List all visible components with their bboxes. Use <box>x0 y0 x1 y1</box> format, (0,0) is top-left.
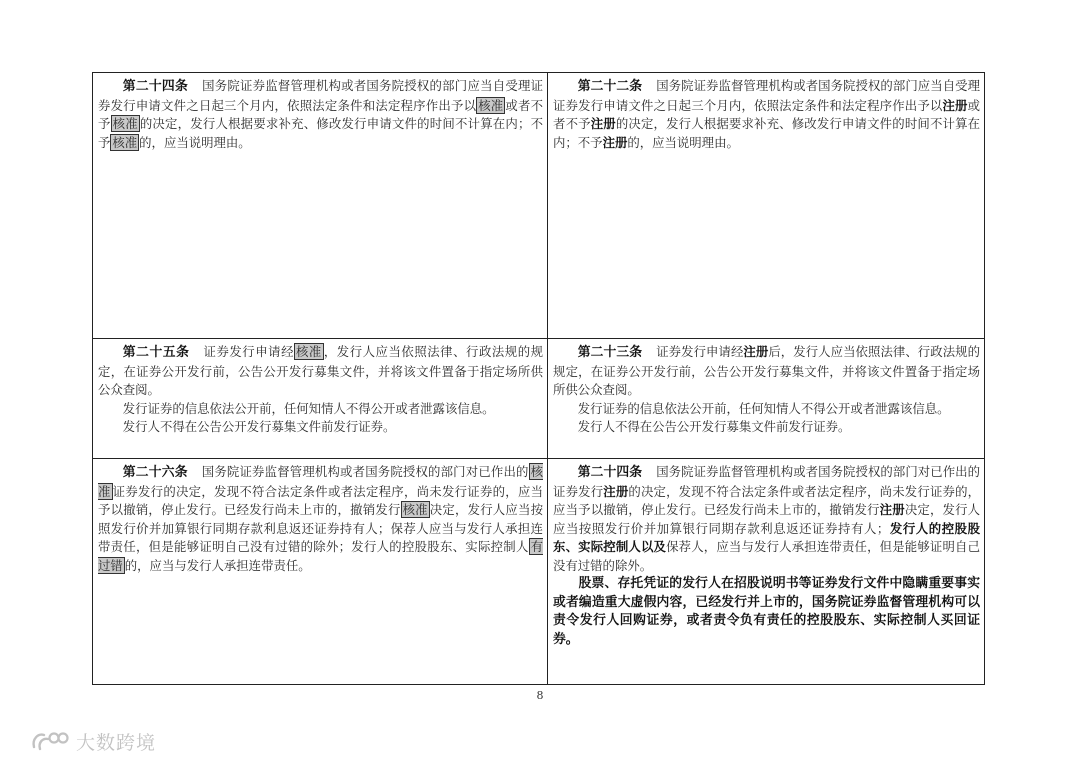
text-segment: 证券发行申请经 <box>203 344 294 359</box>
article-paragraph <box>98 418 543 437</box>
logo-mark-icon <box>30 729 70 753</box>
article-paragraph <box>553 418 980 437</box>
watermark-text: 大数跨境 <box>76 731 157 754</box>
old-law-cell <box>93 73 548 339</box>
amended-term: 注册 <box>590 116 616 131</box>
text-segment: 证券发行申请经 <box>656 344 744 359</box>
amended-term: 注册 <box>879 502 905 517</box>
amended-term: 发行人的控股股东、实际控制人以及 <box>553 520 981 554</box>
new-law-cell <box>548 339 985 459</box>
article-number: 第二十四条 <box>122 79 189 94</box>
old-law-cell <box>93 339 548 459</box>
text-segment: 的决定，发现不符合法定条件或者法定程序，尚未发行证券的，应当予以撤销，停止发行。已经发行尚未上市的，撤销发行 <box>553 483 981 517</box>
table-row <box>93 459 985 685</box>
text-segment: 国务院证券监督管理机构或者国务院授权的部门应当自受理证券发行申请文件之日起三个月内，依照法定条件和法定程序作出予以 <box>553 78 981 113</box>
new-law-cell <box>548 459 985 685</box>
article-number: 第二十六条 <box>122 465 188 480</box>
text-segment: 发行证券的信息依法公开前，任何知情人不得公开或者泄露该信息。 <box>577 400 950 416</box>
new-law-cell <box>548 73 985 339</box>
law-comparison-table <box>92 72 985 685</box>
article-number: 第二十五条 <box>122 345 190 360</box>
amended-term: 注册 <box>743 344 769 359</box>
amended-term: 注册 <box>603 483 629 499</box>
article-paragraph <box>553 400 980 419</box>
text-segment: 或者不予 <box>553 97 981 131</box>
page-number: 8 <box>536 689 544 702</box>
highlighted-term: 核准 <box>112 134 138 150</box>
text-segment: 发行证券的信息依法公开前，任何知情人不得公开或者泄露该信息。 <box>122 400 495 416</box>
article-number: 第二十三条 <box>577 345 643 360</box>
text-segment: 的，应当说明理由。 <box>139 134 251 150</box>
article-number: 第二十二条 <box>577 79 643 94</box>
text-segment: 发行人不得在公告公开发行募集文件前发行证券。 <box>577 419 851 434</box>
text-segment: 保荐人，应当与发行人承担连带责任，但是能够证明自己没有过错的除外。 <box>553 539 981 573</box>
highlighted-term: 核准 <box>478 97 504 113</box>
text-segment: 的，应当说明理由。 <box>627 134 739 150</box>
article-paragraph <box>98 463 543 575</box>
article-paragraph <box>553 343 980 400</box>
text-segment: 国务院证券监督管理机构或者国务院授权的部门对已作出的 <box>201 464 529 479</box>
text-segment: ，发行人应当依照法律、行政法规的规定，在证券公开发行前，公告公开发行募集文件，并将该文件置备于指定场所供公众查阅。 <box>98 344 544 397</box>
text-segment: 决定，发行人应当按照发行价并加算银行同期存款利息返还证券持有人；保荐人应当与发行人承担连带责任，但是能够证明自己没有过错的除外；发行人的控股股东、实际控制人 <box>98 502 544 554</box>
text-segment: 证券发行的决定，发现不符合法定条件或者法定程序，尚未发行证券的，应当予以撤销，停止发行。已经发行尚未上市的，撤销发行 <box>98 483 544 517</box>
text-segment: 的，应当与发行人承担连带责任。 <box>124 557 311 573</box>
highlighted-term: 核准 <box>112 116 138 131</box>
article-number: 第二十四条 <box>577 465 643 480</box>
text-segment: 发行人不得在公告公开发行募集文件前发行证券。 <box>122 419 396 434</box>
amended-term: 注册 <box>942 97 968 113</box>
article-paragraph <box>98 77 543 152</box>
highlighted-term: 核准 <box>402 502 428 517</box>
article-paragraph <box>553 77 980 152</box>
highlighted-term: 核准 <box>98 464 544 499</box>
text-segment: 决定，发行人应当按照发行价并加算银行同期存款利息返还证券持有人； <box>553 502 981 536</box>
text-segment: 的决定，发行人根据要求补充、修改发行申请文件的时间不计算在内；不予 <box>553 116 981 150</box>
highlighted-term: 有过错 <box>98 539 543 573</box>
text-segment: 国务院证券监督管理机构或者国务院授权的部门应当自受理证券发行申请文件之日起三个月内，依照法定条件和法定程序作出予以 <box>98 78 544 113</box>
old-law-cell <box>93 459 548 685</box>
article-paragraph <box>553 463 980 575</box>
text-segment: 后，发行人应当依照法律、行政法规的规定，在证券公开发行前，公告公开发行募集文件，并将该文件置备于指定场所供公众查阅。 <box>553 344 981 397</box>
text-segment: 或者不予 <box>98 97 544 131</box>
highlighted-term: 核准 <box>296 344 322 359</box>
table-row <box>93 73 985 339</box>
table-row <box>93 339 985 459</box>
amended-term: 注册 <box>602 134 628 150</box>
new-provision-paragraph: 股票、存托凭证的发行人在招股说明书等证券发行文件中隐瞒重要事实或者编造重大虚假内容，已经发行并上市的，国务院证券监督管理机构可以责令发行人回购证券，或者责令负有责任的控股股东、实际控制人买回证券。 <box>553 576 980 647</box>
text-segment: 国务院证券监督管理机构或者国务院授权的部门对已作出的证券发行 <box>553 464 981 499</box>
watermark <box>30 727 156 755</box>
article-paragraph <box>98 400 543 419</box>
article-paragraph <box>98 343 543 400</box>
text-segment: 的决定，发行人根据要求补充、修改发行申请文件的时间不计算在内；不予 <box>98 116 544 150</box>
